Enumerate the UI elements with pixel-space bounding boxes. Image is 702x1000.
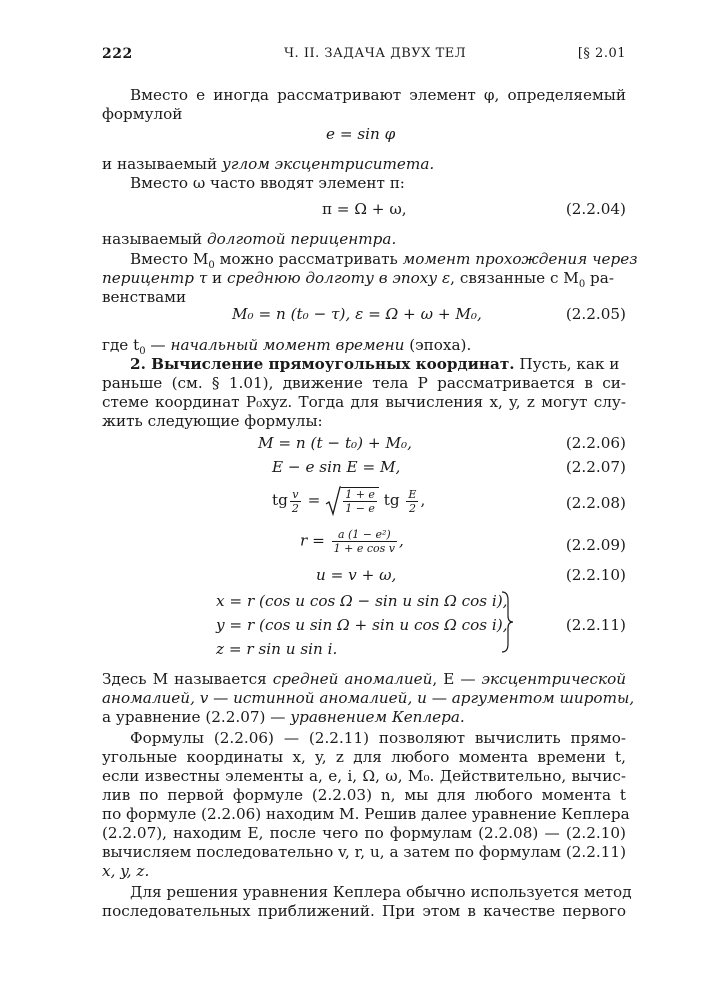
frac-numerator: 1 + e <box>345 488 375 501</box>
text-line: жить следующие формулы: <box>102 412 323 430</box>
text-line <box>130 355 626 374</box>
text-line: где $t_0$ — начальный момент времени (эпоха). <box>102 336 472 358</box>
text-line: Формулы (2.2.06) — (2.2.11) позволяют вычислить прямо- <box>130 729 626 747</box>
text-line: формулой <box>102 105 183 123</box>
text-span: , <box>399 531 404 550</box>
text-line: лив по первой формуле (2.2.03) n, мы для любого момента t <box>102 786 626 804</box>
text-line <box>102 230 626 249</box>
term-passage-moment: момент прохождения через <box>402 250 638 268</box>
equation-number: (2.2.06) <box>565 434 626 452</box>
text-line <box>102 708 626 727</box>
text-span: , E — <box>432 670 482 688</box>
text-span: и называемый <box>102 155 222 173</box>
text-span: , связанные с M <box>450 269 579 287</box>
text-span: Вместо M <box>130 250 209 268</box>
text-line: (2.2.07), находим E, после чего по формулам (2.2.08) — (2.2.10) <box>102 824 626 842</box>
text-line <box>102 670 626 689</box>
equation-number: (2.2.08) <box>565 494 626 512</box>
text-span: Пусть, как и <box>514 355 620 373</box>
text-line: раньше (см. § 1.01), движение тела P рассматривается в си- <box>102 374 626 392</box>
running-title: Ч. II. ЗАДАЧА ДВУХ ТЕЛ <box>284 46 467 61</box>
text-line: аномалией, v — истинной аномалией, u — аргументом широты, <box>102 689 635 707</box>
equation-2-2-11-x: x = r (cos u cos Ω − sin u sin Ω cos i), <box>216 592 508 610</box>
equation-number: (2.2.11) <box>565 616 626 634</box>
text-span: называемый <box>102 230 207 248</box>
text-span: можно рассматривать <box>214 250 403 268</box>
equation-2-2-07: E − e sin E = M, <box>272 458 401 476</box>
frac-denominator: 1 − e <box>345 502 375 515</box>
term-pericenter-tau: перицентр τ <box>102 269 208 287</box>
text-line: венствами <box>102 288 187 306</box>
text-line: угольные координаты x, y, z для любого момента времени t, <box>102 748 626 766</box>
frac-denominator: 2 <box>408 501 416 515</box>
page-number: 222 <box>102 46 133 62</box>
text-span: tg <box>378 491 405 509</box>
equation-2-2-08 <box>272 486 425 516</box>
frac-denominator: 1 + e cos v <box>333 542 396 555</box>
text-span: tg <box>272 491 288 509</box>
equation-number: (2.2.07) <box>565 458 626 476</box>
equation-2-2-09 <box>300 528 404 555</box>
term-mean-longitude: среднюю долготу в эпоху ε <box>227 269 451 287</box>
term-eccentric: эксцентрической <box>481 670 627 688</box>
equation-number: (2.2.10) <box>565 566 626 584</box>
text-line: стеме координат P₀xyz. Тогда для вычисления x, y, z могут слу- <box>102 393 626 411</box>
equation-2-2-05: M₀ = n (t₀ − τ), ε = Ω + ω + M₀, <box>232 305 482 323</box>
term-longitude-pericenter: долготой перицентра. <box>207 230 397 248</box>
text-span: а уравнение (2.2.07) — <box>102 708 291 726</box>
text-line: Вместо e иногда рассматривают элемент φ, определяемый <box>130 86 626 104</box>
text-line: перицентр τ и среднюю долготу в эпоху ε, связанные с $M_0$ ра- <box>102 269 614 291</box>
term-initial-moment: — начальный момент времени <box>145 336 405 354</box>
text-line: вычисляем последовательно v, r, u, а затем по формулам (2.2.11) <box>102 843 626 861</box>
equation-pi: π = Ω + ω, <box>322 200 407 218</box>
text-line: x, y, z. <box>102 862 150 880</box>
term-eccentricity-angle: углом эксцентриситета. <box>221 155 435 173</box>
frac-denominator: 2 <box>291 501 299 515</box>
frac-numerator: a (1 − e²) <box>332 528 397 542</box>
text-line: Для решения уравнения Кеплера обычно используется метод <box>130 883 632 901</box>
equation-number: (2.2.05) <box>565 305 626 323</box>
equation-e-sin-phi: e = sin φ <box>326 125 396 143</box>
text-line: Вместо $M_0$ можно рассматривать момент прохождения через <box>130 250 638 272</box>
right-brace-icon <box>500 590 514 654</box>
text-line <box>102 155 626 174</box>
equation-2-2-11-y: y = r (cos u sin Ω + sin u cos Ω cos i), <box>216 616 508 634</box>
radical-sign-icon <box>325 486 341 516</box>
equation-2-2-10: u = v + ω, <box>316 566 397 584</box>
text-span: ра- <box>585 269 614 287</box>
section-reference: [§ 2.01 <box>577 46 626 61</box>
frac-numerator: v <box>290 488 301 502</box>
text-span: и <box>207 269 227 287</box>
equation-2-2-06: M = n (t − t₀) + M₀, <box>258 434 412 452</box>
equation-number: (2.2.04) <box>565 200 626 218</box>
section-title: 2. Вычисление прямоугольных координат. <box>130 355 515 373</box>
equation-2-2-11-z: z = r sin u sin i. <box>216 640 338 658</box>
square-root <box>325 486 379 516</box>
text-line: по формуле (2.2.06) находим M. Решив далее уравнение Кеплера <box>102 805 630 823</box>
text-span: r = <box>300 531 330 550</box>
text-line: последовательных приближений. При этом в качестве первого <box>102 902 626 920</box>
text-span: где t <box>102 336 140 354</box>
term-mean-anomaly: средней аномалией <box>272 670 433 688</box>
text-line: Вместо ω часто вводят элемент π: <box>130 174 405 192</box>
equation-number: (2.2.09) <box>565 536 626 554</box>
text-span: Здесь M называется <box>102 670 273 688</box>
text-span: , <box>420 491 426 509</box>
text-line: если известны элементы a, e, i, Ω, ω, M₀. Действительно, вычис- <box>102 767 626 785</box>
term-kepler-equation: уравнением Кеплера. <box>290 708 465 726</box>
frac-numerator: E <box>408 487 417 501</box>
text-span: = <box>302 491 326 509</box>
text-span: (эпоха). <box>404 336 472 354</box>
